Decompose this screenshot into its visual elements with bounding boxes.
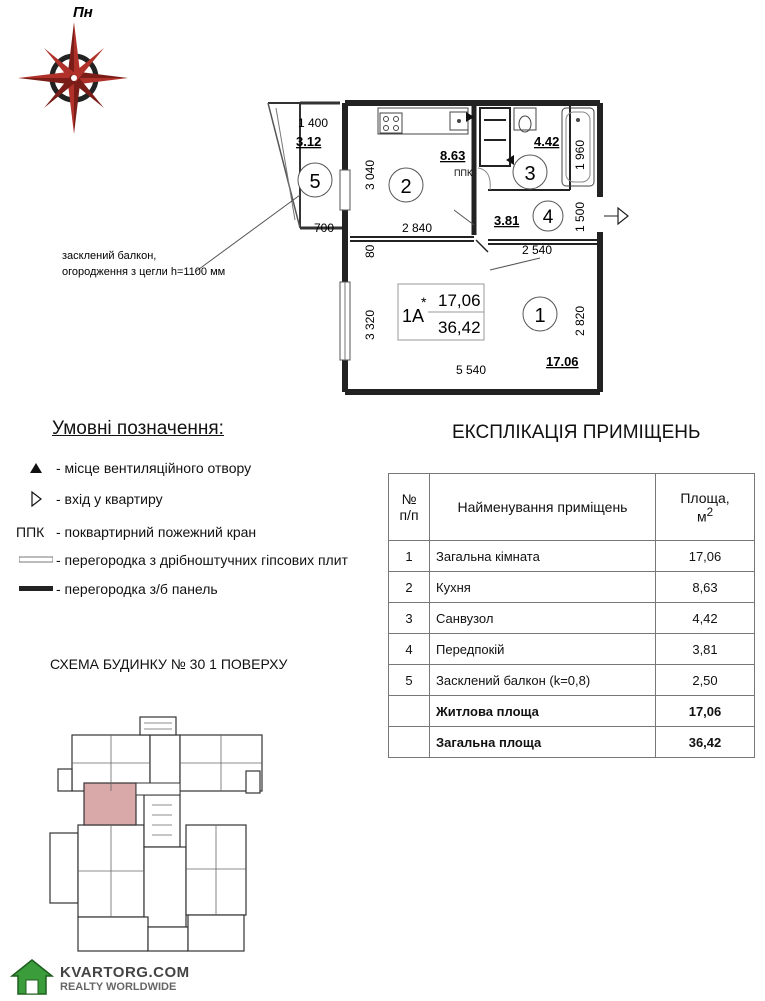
dim-kitchen-height: 3 040 xyxy=(363,159,377,190)
room-5-area: 3.12 xyxy=(296,134,322,149)
apartment-asterisk: * xyxy=(421,294,427,310)
dim-room-height-left: 3 320 xyxy=(363,309,377,340)
compass-north-label: Пн xyxy=(73,4,93,21)
table-row: 1 Загальна кімната 17,06 xyxy=(389,541,755,572)
thick-wall-icon xyxy=(16,585,56,593)
ppk-label: ППК xyxy=(454,168,473,178)
dim-kitchen-width: 2 840 xyxy=(402,221,433,235)
table-row-living-total: Житлова площа 17,06 xyxy=(389,696,755,727)
explication-title: ЕКСПЛІКАЦІЯ ПРИМІЩЕНЬ xyxy=(452,422,701,443)
watermark-sub: REALTY WORLDWIDE xyxy=(60,980,177,993)
entrance-icon xyxy=(16,491,56,507)
balcony-note-line1: засклений балкон, xyxy=(62,250,157,262)
table-row: 3 Санвузол 4,42 xyxy=(389,603,755,634)
dim-balcony-width: 1 400 xyxy=(298,116,329,130)
triangle-icon xyxy=(16,462,56,474)
room-2-number: 2 xyxy=(400,176,412,198)
ppk-symbol: ППК xyxy=(16,524,45,540)
explication-table xyxy=(388,473,755,758)
watermark xyxy=(10,958,190,1001)
room-1-area: 17.06 xyxy=(546,354,579,369)
entrance-icon xyxy=(618,208,628,224)
dim-room-width: 5 540 xyxy=(456,363,487,377)
room-3-area: 4.42 xyxy=(534,134,560,149)
dim-balcony-bottom: 700 xyxy=(314,221,335,235)
room-3-number: 3 xyxy=(524,163,536,185)
table-row: 5 Засклений балкон (k=0,8) 2,50 xyxy=(389,665,755,696)
legend-text: - перегородка з дрібноштучних гіпсових плит xyxy=(56,552,348,568)
legend-item-ppk xyxy=(16,520,256,544)
legend-item-entrance xyxy=(16,487,163,511)
legend-text: - вхід у квартиру xyxy=(56,491,163,507)
dim-room-height-right: 2 820 xyxy=(573,305,587,336)
legend-text: - перегородка з/б панель xyxy=(56,581,218,597)
table-row: 2 Кухня 8,63 xyxy=(389,572,755,603)
room-4-number: 4 xyxy=(542,207,554,228)
dim-hall-height: 1 500 xyxy=(573,201,587,232)
room-2-area: 8.63 xyxy=(440,148,466,163)
header-num: № п/п xyxy=(389,474,430,541)
thin-wall-icon xyxy=(16,556,56,564)
dim-bath-height: 1 960 xyxy=(573,139,587,170)
dim-hall-width: 2 540 xyxy=(522,243,553,257)
table-header xyxy=(389,474,755,541)
room-1-number: 1 xyxy=(534,305,546,327)
header-area: Площа, $м^2$ xyxy=(656,474,755,541)
room-5-number: 5 xyxy=(309,171,321,193)
house-logo-icon xyxy=(10,958,54,1001)
highlighted-apartment xyxy=(84,783,136,825)
room-4-area: 3.81 xyxy=(494,213,520,228)
legend-text: - місце вентиляційного отвору xyxy=(56,460,252,476)
floor-plan xyxy=(0,95,765,400)
legend-title: Умовні позначення: xyxy=(52,418,224,439)
legend-item-thick-wall xyxy=(16,577,218,601)
dim-corridor-gap: 80 xyxy=(363,244,377,258)
header-name: Найменування приміщень xyxy=(430,474,656,541)
scheme-title: СХЕМА БУДИНКУ № 30 1 ПОВЕРХУ xyxy=(50,656,288,672)
building-scheme xyxy=(40,705,280,955)
table-row: 4 Передпокій 3,81 xyxy=(389,634,755,665)
balcony-note-line2: огородження з цегли h=1100 мм xyxy=(62,266,226,278)
apartment-living-area: 17,06 xyxy=(438,291,481,310)
apartment-label: 1А xyxy=(402,306,425,326)
legend-item-thin-wall xyxy=(16,548,348,572)
table-row-total: Загальна площа 36,42 xyxy=(389,727,755,758)
legend-item-ventilation xyxy=(16,456,251,480)
watermark-main: KVARTORG.COM xyxy=(60,963,190,981)
apartment-total-area: 36,42 xyxy=(438,318,481,337)
legend-text: - поквартирний пожежний кран xyxy=(56,524,257,540)
